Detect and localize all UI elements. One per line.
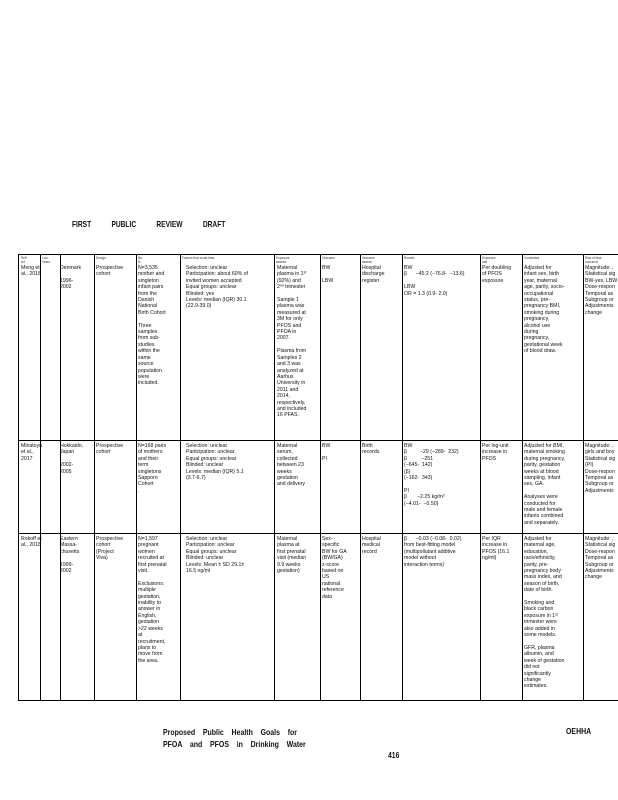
table-cell-outcome: Sex- specific BW for GA (BW/GA) z-score based on US national reference data — [322, 536, 347, 600]
table-cell-selection: Selection: unclear Participation: about 60% of invited women accepted Equal groups: unclear Blinded: yes Levels: median (IQR) 30.1 (22.9-39.0) — [186, 265, 249, 310]
column-divider — [360, 254, 361, 700]
table-cell-selection: Selection: unclear Participation: unclear Equal groups: unclear Blinded: unclear Levels: Mean ± SD 29.1± 16.5 ng/ml — [186, 536, 245, 575]
table-cell-selection: Selection: unclear Participation: unclear Equal groups: unclear Blinded: unclear Levels: median (IQR) 5.1 (3.7-6.7) — [186, 443, 244, 482]
row-divider — [18, 533, 618, 534]
table-cell-location: Denmark 1996- 2002 — [60, 265, 82, 291]
column-divider — [402, 254, 403, 700]
table-cell-exposure-unit: Per doubling of PFOS exposure — [482, 265, 512, 284]
table-cell-population: N=168 pairs of mothers and their term singletons Sapporo Cohort . — [138, 443, 167, 494]
table-cell-exposure-unit: Per IQR increase in PFOS (16.1 ng/ml) — [482, 536, 510, 562]
table-cell-results: β −0.03 (−0.08- 0.02) from best-fitting model (multipollutant additive model without interaction terms) — [404, 536, 462, 568]
column-divider — [40, 254, 41, 700]
column-header: Covariates — [524, 256, 540, 260]
column-divider — [274, 254, 275, 700]
column-divider — [60, 254, 61, 700]
table-bottom-rule — [18, 700, 618, 701]
table-cell-exposure: Maternal plasma at first prenatal visit (median 9.9 weeks gestation) — [277, 536, 307, 575]
column-header: Factors that could bias — [182, 256, 215, 260]
table-cell-bias: Magnitude: , girls and boy Statistical sig (PI) Dose-respon Temporal as Subgroup or Adjustments — [585, 443, 616, 494]
table-cell-design: Prospective cohort (Project Viva) — [96, 536, 124, 562]
column-header: Outcome — [322, 256, 335, 260]
table-cell-study: Meng et al., 2018 — [21, 265, 41, 278]
footer-agency: OEHHA — [566, 726, 592, 736]
table-cell-covariates: Adjusted for infant sex, birth year, maternal age, parity, socio- occupational status, pre- pregnancy BMI, smoking during pregnancy, alcohol use during pregnancy, gestational week of blood draw. — [524, 265, 565, 355]
table-cell-location: Hokkaido, Japan 2002- 2005 — [60, 443, 84, 475]
column-divider — [522, 254, 523, 700]
page-number: 416 — [388, 751, 400, 760]
column-divider — [94, 254, 95, 700]
column-divider — [480, 254, 481, 700]
column-divider — [583, 254, 584, 700]
table-cell-outcome: BW LBW — [322, 265, 334, 284]
table-cell-design: Prospective cohort — [96, 443, 124, 456]
column-header: Loc/ Years — [42, 256, 51, 264]
table-cell-results: BW β −29 (−289- 232) β −251 (−645- 142) (β) (−162- 343) PI β −2.25 kg/m³ (−4.01- −0.50) — [404, 443, 459, 507]
column-header: No. N — [138, 256, 143, 264]
table-cell-outcome: BW PI — [322, 443, 331, 462]
table-cell-study: Rokoff et al., 2018 — [21, 536, 42, 549]
table-cell-outcome-assessment: Hospital discharge register — [362, 265, 385, 284]
draft-word: FIRST — [72, 219, 92, 229]
column-divider — [180, 254, 181, 700]
table-cell-exposure: Maternal serum, collected between 23 weeks gestation and delivery — [277, 443, 305, 488]
table-cell-outcome-assessment: Hospital medical record — [362, 536, 381, 555]
column-header: Ref/ ref — [21, 256, 27, 264]
column-header: Exposure assess. — [276, 256, 290, 264]
column-divider — [18, 254, 19, 700]
table-cell-bias: Magnitude: , Statistical sig Dose-respon Temporal as Subgroup or Adjustments change — [585, 536, 616, 581]
table-cell-results: BW β −45.2 (−76.8- −13.6) LBW OR = 1.3 (0.9- 2.0) — [404, 265, 465, 297]
table-cell-bias: Magnitude: , Statistical sig BW-yes, LBW Dose-respon Temporal as Subgroup or Adjustments change — [585, 265, 618, 316]
table-cell-outcome-assessment: Birth records — [362, 443, 380, 456]
table-cell-population: N=1,597 pregnant women recruited at first prenatal visit. Exclusions: multiple gestation, inability to answer in English, gestation >22 weeks at recruitment, plans to move from the area. — [138, 536, 167, 664]
evidence-table — [18, 254, 618, 700]
table-cell-covariates: Adjusted for maternal age, education, race/ethnicity, parity, pre- pregnancy body mass index, and season of birth, date of birth. Smoking and black carbon exposure in 1ˢᵗ trimester were also added in some models. GFR, plasma albumin, and week of gestation did not significantly change estimates. — [524, 536, 565, 690]
draft-header — [72, 219, 246, 229]
table-cell-study: Minatoya et al., 2017 — [21, 443, 43, 462]
footer-document-title: Proposed Public Health Goals for PFOA and PFOS in Drinking Water — [163, 727, 306, 749]
row-divider — [18, 440, 618, 441]
draft-word: DRAFT — [202, 219, 226, 229]
column-header: Design — [96, 256, 106, 260]
table-cell-design: Prospective cohort — [96, 265, 124, 278]
table-cell-covariates: Adjusted for BMI, maternal smoking during pregnancy, parity, gestation weeks at blood sampling, infant sex, GA. Analyses were conducted for male and female infants combined and separately. — [524, 443, 566, 526]
column-divider — [136, 254, 137, 700]
draft-word: REVIEW — [156, 219, 183, 229]
column-divider — [320, 254, 321, 700]
table-cell-exposure: Maternal plasma in 1ˢᵗ (92%) and 2ⁿᵈ trimester Sample 1 plasma was measured at 3M for only PFOS and PFOA in 2007. Plasma from Samples 2 and 3 was analyzed at Aarhus University in 2011 and 2014, respectively, and included 16 PFAS. — [277, 265, 307, 419]
draft-word: PUBLIC — [111, 219, 137, 229]
column-header: Risk of bias concerns — [585, 256, 602, 264]
table-cell-location: Eastern Massa- chusetts 1999- 2002 — [60, 536, 80, 575]
column-header: Results — [404, 256, 415, 260]
column-header: Exposure unit — [482, 256, 496, 264]
table-cell-population: N=3,535 mother and singleton infant pairs from the Danish National Birth Cohort Three samples from sub- studies within the same source population were included. — [138, 265, 166, 387]
column-header: Outcome assess. — [362, 256, 375, 264]
table-cell-exposure-unit: Per log-unit increase in PFOS — [482, 443, 509, 462]
